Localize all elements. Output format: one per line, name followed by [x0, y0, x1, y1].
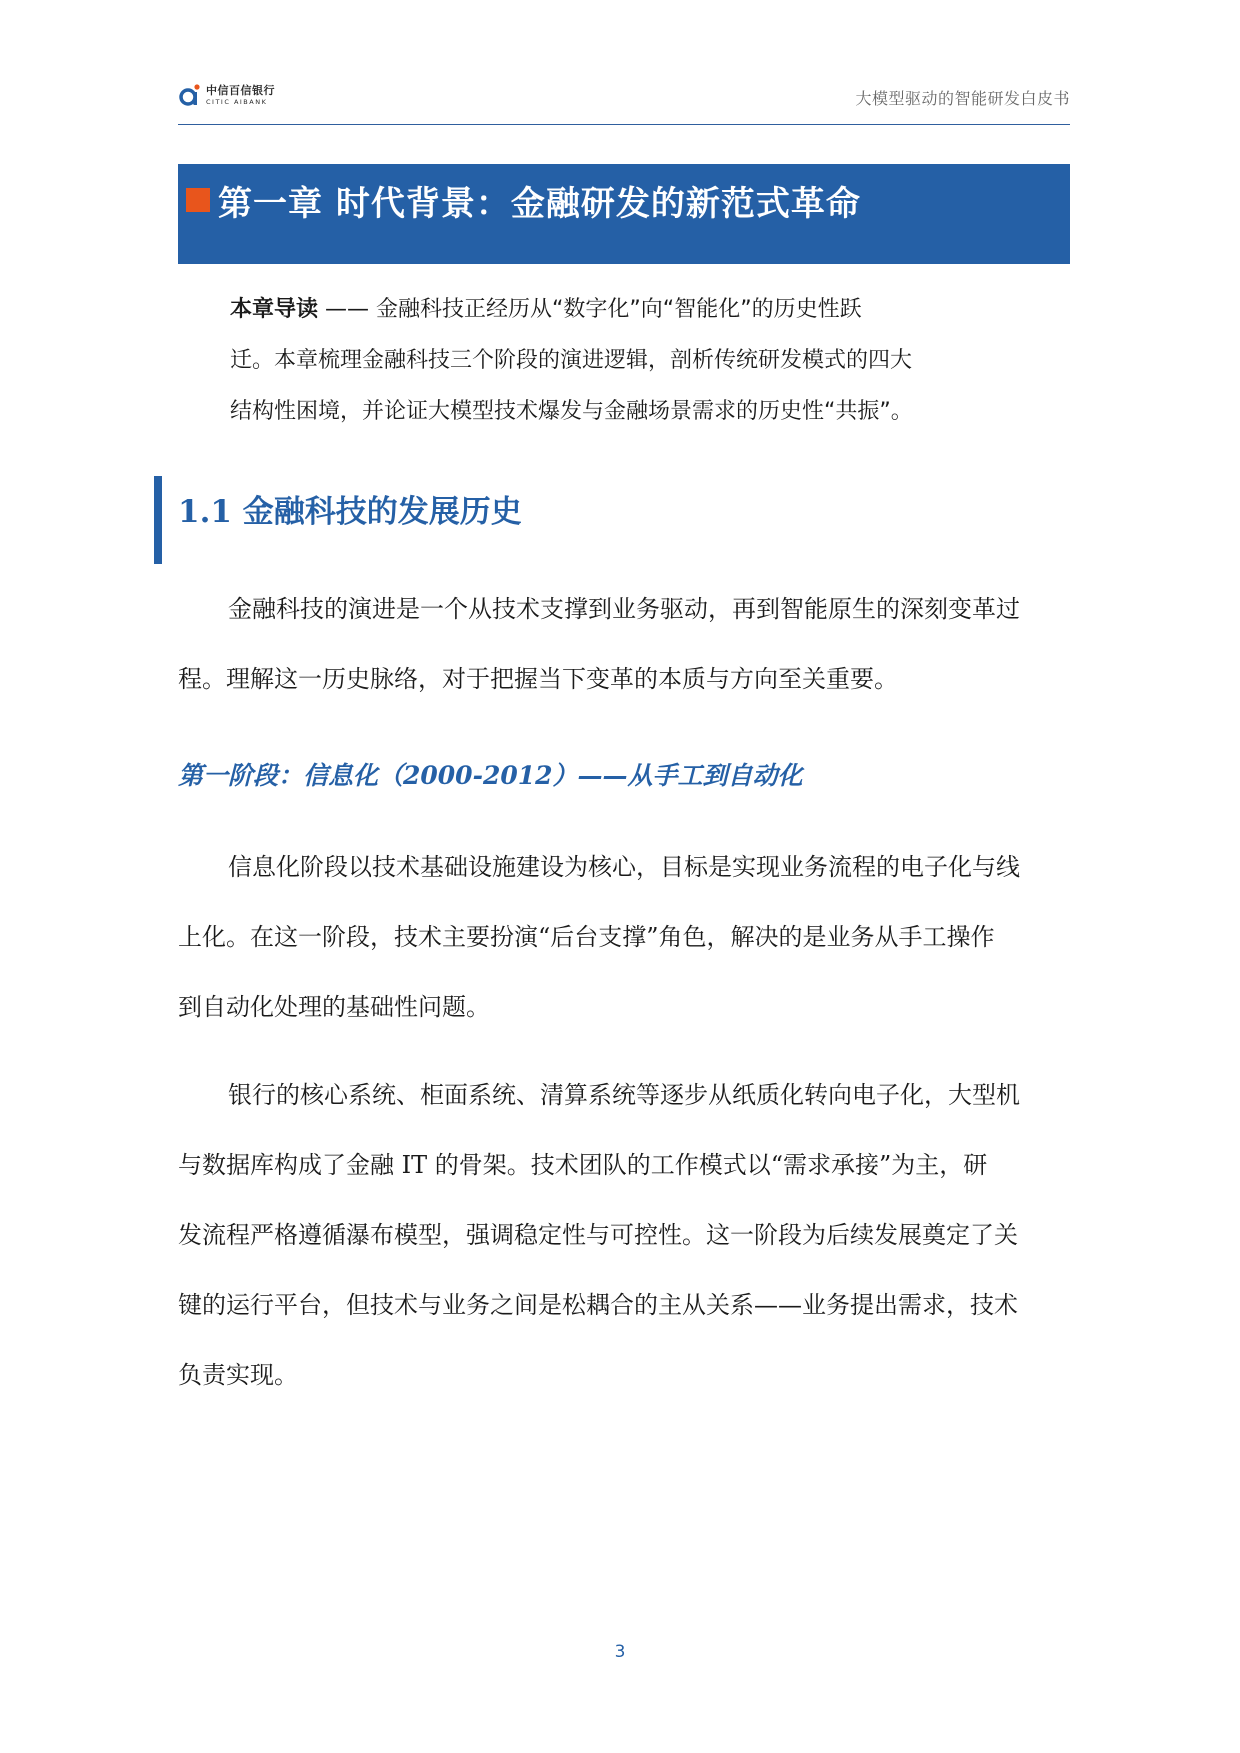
guide-line: 结构性困境，并论证大模型技术爆发与金融场景需求的历史性“共振”。 [230, 399, 913, 424]
paragraph-intro [178, 574, 1070, 714]
page-number: 3 [614, 1642, 626, 1662]
chapter-marker-square [186, 188, 210, 212]
logo-chinese-name: 中信百信银行 [206, 83, 275, 97]
guide-line: 迁。本章梳理金融科技三个阶段的演进逻辑，剖析传统研发模式的四大 [230, 348, 913, 373]
logo-english-name: CITIC AIBANK [206, 97, 268, 106]
paragraph-line: 到自动化处理的基础性问题。 [178, 993, 490, 1021]
paragraph-stage-detail [178, 1060, 1070, 1410]
paragraph-line: 金融科技的演进是一个从技术支撑到业务驱动，再到智能原生的深刻变革过 [228, 595, 1020, 623]
paragraph-line: 与数据库构成了金融 IT 的骨架。技术团队的工作模式以“需求承接”为主，研 [178, 1151, 988, 1179]
page-header [178, 72, 1070, 125]
chapter-title: 第一章 时代背景：金融研发的新范式革命 [218, 184, 861, 224]
section-accent-bar [154, 476, 162, 564]
paragraph-line: 程。理解这一历史脉络，对于把握当下变革的本质与方向至关重要。 [178, 665, 898, 693]
guide-line [230, 284, 1070, 335]
paragraph-line: 键的运行平台，但技术与业务之间是松耦合的主从关系——业务提出需求，技术 [178, 1291, 1018, 1319]
aibank-logo-icon [178, 83, 202, 107]
guide-label: 本章导读 [230, 297, 319, 322]
paragraph-line: 信息化阶段以技术基础设施建设为核心，目标是实现业务流程的电子化与线 [228, 853, 1020, 881]
chapter-guide [230, 284, 1070, 437]
paragraph-line: 负责实现。 [178, 1361, 298, 1389]
paragraph-line: 上化。在这一阶段，技术主要扮演“后台支撑”角色，解决的是业务从手工操作 [178, 923, 995, 951]
paragraph-line: 银行的核心系统、柜面系统、清算系统等逐步从纸质化转向电子化，大型机 [228, 1081, 1020, 1109]
stage-title: 第一阶段：信息化（2000-2012）——从手工到自动化 [178, 761, 803, 790]
paragraph-stage-overview [178, 832, 1070, 1042]
chapter-banner [178, 164, 1070, 264]
bank-logo [178, 78, 275, 112]
section-title: 1.1 金融科技的发展历史 [178, 494, 522, 530]
document-title: 大模型驱动的智能研发白皮书 [855, 89, 1070, 108]
guide-text: —— 金融科技正经历从“数字化”向“智能化”的历史性跃 [318, 297, 862, 322]
paragraph-line: 发流程严格遵循瀑布模型，强调稳定性与可控性。这一阶段为后续发展奠定了关 [178, 1221, 1018, 1249]
